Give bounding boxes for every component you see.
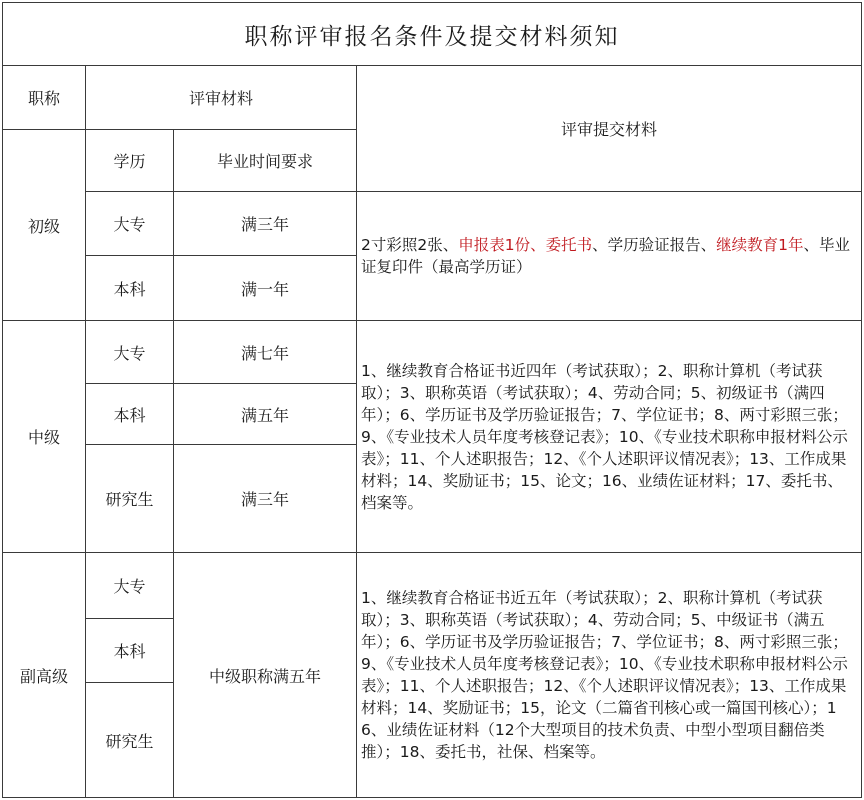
senior-education-1: 本科 — [86, 619, 174, 683]
senior-materials-text: 1、继续教育合格证书近五年（考试获取）；2、职称计算机（考试获取）；3、职称英语（考试获取）；4、劳动合同；5、中级证书（满五年）；6、学历证书及学历验证报告；7、学位证书；8、两寸彩照三张；9、《专业技术人员年度考核登记表》；10、《专业技术职称申报材料公示表》；11、个人述职报告；12、《个人述职评议情况表》；13、工作成果材料；14、奖励证书；15，论文（二篇省刊核心或一篇国刊核心）；16、业绩佐证材料（12个大型项目的技术负责、中型小型项目翻倍类推）；18、委托书，社保、档案等。 — [361, 589, 848, 761]
table-title: 职称评审报名条件及提交材料须知 — [2, 2, 862, 66]
senior-materials — [357, 553, 862, 798]
senior-education-2: 研究生 — [86, 683, 174, 798]
junior-education-1: 本科 — [86, 256, 174, 321]
junior-years-1: 满一年 — [174, 256, 357, 321]
junior-materials-part-3: 继续教育1年 — [716, 236, 804, 254]
header-level: 职称 — [2, 66, 86, 130]
middle-years-2: 满三年 — [174, 445, 357, 553]
middle-materials-text: 1、继续教育合格证书近四年（考试获取）；2、职称计算机（考试获取）；3、职称英语（考试获取）；4、劳动合同；5、初级证书（满四年）；6、学历证书及学历验证报告；7、学位证书；8、两寸彩照三张；9、《专业技术人员年度考核登记表》；10、《专业技术职称申报材料公示表》；11、个人述职报告；12、《个人述职评议情况表》；13、工作成果材料；14、奖励证书；15、论文；16、业绩佐证材料；17、委托书、档案等。 — [361, 361, 848, 512]
header-materials: 评审材料 — [86, 66, 357, 130]
junior-materials-part-0: 2寸彩照2张、 — [361, 236, 459, 254]
junior-years-0: 满三年 — [174, 192, 357, 256]
junior-education-0: 大专 — [86, 192, 174, 256]
middle-materials — [357, 321, 862, 553]
level-junior: 初级 — [2, 130, 86, 321]
middle-years-0: 满七年 — [174, 321, 357, 384]
junior-materials — [357, 192, 862, 321]
senior-education-0: 大专 — [86, 553, 174, 619]
level-middle: 中级 — [2, 321, 86, 553]
senior-years: 中级职称满五年 — [174, 553, 357, 798]
middle-education-2: 研究生 — [86, 445, 174, 553]
header-submit-materials: 评审提交材料 — [357, 66, 862, 192]
junior-materials-part-1: 申报表1份、委托书 — [458, 236, 593, 254]
header-graduation: 毕业时间要求 — [174, 130, 357, 192]
middle-education-1: 本科 — [86, 384, 174, 445]
junior-materials-text — [361, 234, 855, 278]
header-education: 学历 — [86, 130, 174, 192]
junior-materials-part-2: 、学历验证报告、 — [592, 236, 717, 254]
level-senior: 副高级 — [2, 553, 86, 798]
junior-materials-part-4: 、毕业证复印件（最高学历证） — [361, 236, 851, 276]
middle-education-0: 大专 — [86, 321, 174, 384]
middle-years-1: 满五年 — [174, 384, 357, 445]
